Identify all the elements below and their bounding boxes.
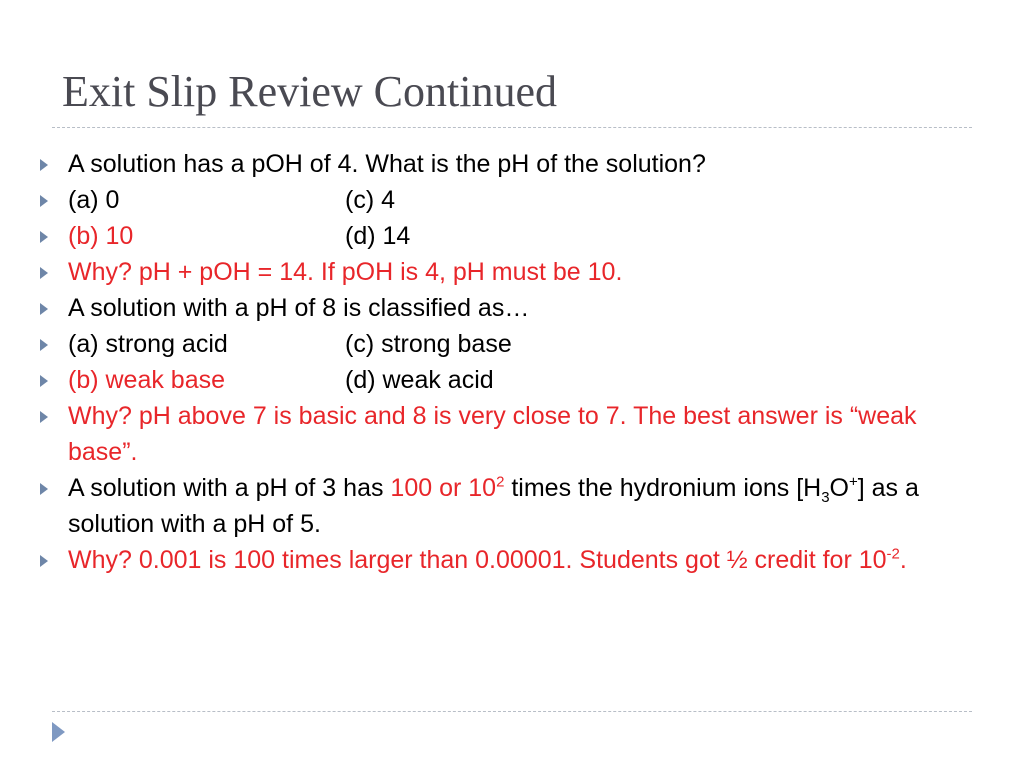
question-1-explanation: Why? pH + pOH = 14. If pOH is 4, pH must be 10.: [40, 254, 970, 290]
bullet-triangle-icon: [40, 231, 48, 243]
bullet-triangle-icon: [40, 195, 48, 207]
bullet-triangle-icon: [40, 267, 48, 279]
answer-highlight: 100 or $10^2$: [390, 473, 505, 502]
bullet-triangle-icon: [40, 555, 48, 567]
question-3-explanation: Why? 0.001 is 100 times larger than 0.00001. Students got ½ credit for $10^{-2}$.: [40, 542, 970, 578]
title-divider: [52, 127, 972, 128]
question-3: A solution with a pH of 3 has 100 or $10^2$ times the hydronium ions $[H_3O^+]$ as a solution with a pH of 5.: [40, 470, 970, 542]
option-c: (c) strong base: [345, 330, 512, 358]
slide-title: Exit Slip Review Continued: [62, 67, 557, 116]
footer-divider: [52, 711, 972, 712]
question-1-options-a-c: [40, 182, 970, 218]
option-c: (c) 4: [345, 186, 395, 214]
option-d: (d) weak acid: [345, 366, 494, 394]
question-2-options-b-d: [40, 362, 970, 398]
option-d: (d) 14: [345, 222, 411, 250]
bullet-triangle-icon: [40, 483, 48, 495]
option-a: (a) 0: [68, 186, 120, 214]
question-1: A solution has a pOH of 4. What is the pH of the solution?: [40, 146, 970, 182]
question-2: A solution with a pH of 8 is classified as…: [40, 290, 970, 326]
bullet-triangle-icon: [40, 159, 48, 171]
bullet-triangle-icon: [40, 411, 48, 423]
option-a: (a) strong acid: [68, 330, 228, 358]
question-2-explanation: Why? pH above 7 is basic and 8 is very close to 7. The best answer is “weak base”.: [40, 398, 970, 470]
option-b-correct: (b) weak base: [68, 366, 226, 394]
bullet-triangle-icon: [40, 303, 48, 315]
question-1-options-b-d: [40, 218, 970, 254]
bullet-triangle-icon: [40, 375, 48, 387]
question-2-options-a-c: [40, 326, 970, 362]
bullet-triangle-icon: [40, 339, 48, 351]
bullet-list: [40, 146, 970, 578]
option-b-correct: (b) 10: [68, 222, 134, 250]
play-arrow-icon[interactable]: [52, 722, 65, 742]
